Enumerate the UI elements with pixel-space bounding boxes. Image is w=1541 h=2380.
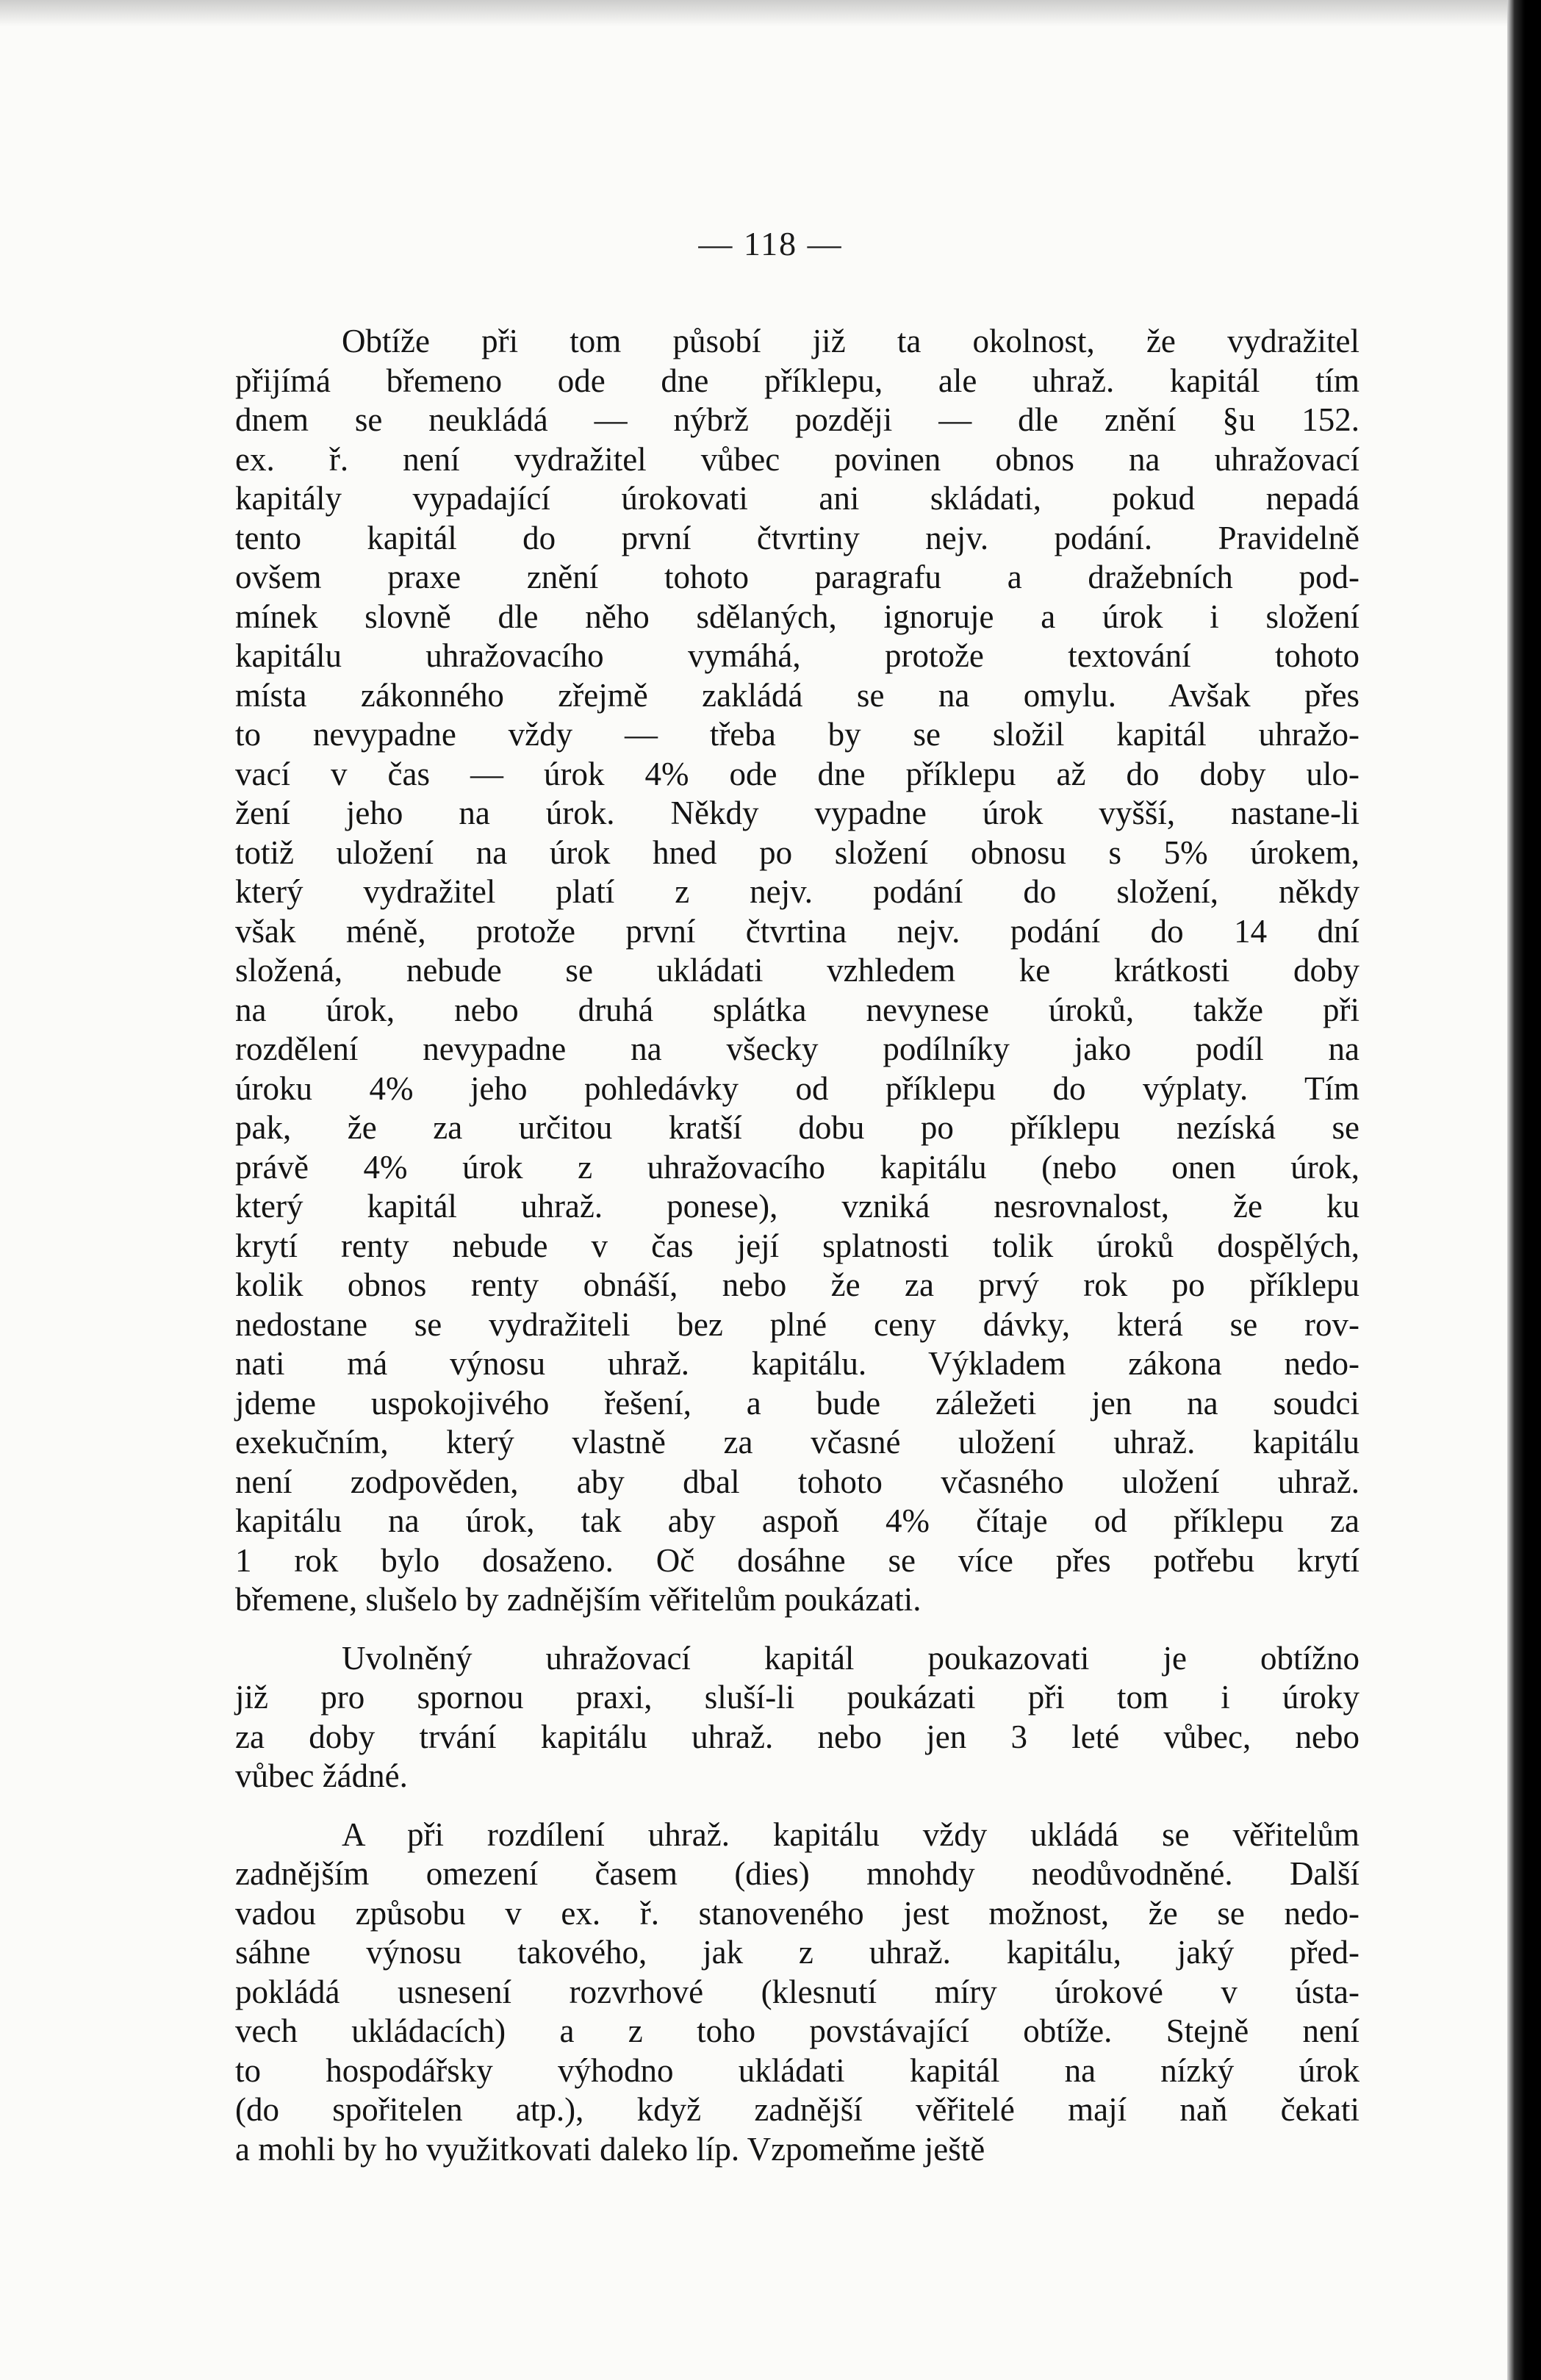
text-line: pak, že za určitou kratší dobu po příklepu nezíská se bbox=[235, 1109, 1359, 1146]
text-line: nati má výnosu uhraž. kapitálu. Výkladem zákona nedo- bbox=[235, 1345, 1359, 1382]
text-line: ovšem praxe znění tohoto paragrafu a dražebních pod- bbox=[235, 559, 1359, 595]
text-line: přijímá břemeno ode dne příklepu, ale uhraž. kapitál tím bbox=[235, 362, 1359, 399]
paragraph-1 bbox=[235, 322, 1359, 1620]
text-line: již pro spornou praxi, sluší-li poukázati při tom i úroky bbox=[235, 1679, 1359, 1716]
text-line: kapitálu uhražovacího vymáhá, protože textování tohoto bbox=[235, 637, 1359, 674]
text-line: to nevypadne vždy — třeba by se složil kapitál uhražo- bbox=[235, 716, 1359, 753]
text-line: (do spořitelen atp.), když zadnější věřitelé mají naň čekati bbox=[235, 2091, 1359, 2128]
page-number: — 118 — bbox=[698, 225, 843, 262]
text-line: pokládá usnesení rozvrhové (klesnutí míry úrokové v ústa- bbox=[235, 1973, 1359, 2010]
text-line: žení jeho na úrok. Někdy vypadne úrok vyšší, nastane-li bbox=[235, 795, 1359, 831]
text-line: mínek slovně dle něho sdělaných, ignoruje a úrok i složení bbox=[235, 598, 1359, 635]
text-line: A při rozdílení uhraž. kapitálu vždy ukládá se věřitelům bbox=[342, 1816, 1359, 1853]
text-line: exekučním, který vlastně za včasné uložení uhraž. kapitálu bbox=[235, 1424, 1359, 1460]
text-line: kapitály vypadající úrokovati ani skládati, pokud nepadá bbox=[235, 480, 1359, 517]
text-line: není zodpověden, aby dbal tohoto včasného uložení uhraž. bbox=[235, 1463, 1359, 1500]
text-line: kolik obnos renty obnáší, nebo že za prvý rok po příklepu bbox=[235, 1266, 1359, 1303]
text-line: 1 rok bylo dosaženo. Oč dosáhne se více přes potřebu krytí bbox=[235, 1541, 1359, 1579]
text-line: vadou způsobu v ex. ř. stanoveného jest možnost, že se nedo- bbox=[235, 1894, 1359, 1932]
text-line: Obtíže při tom působí již ta okolnost, že vydražitel bbox=[342, 323, 1359, 359]
text-line: za doby trvání kapitálu uhraž. nebo jen 3 leté vůbec, nebo bbox=[235, 1718, 1359, 1755]
text-line: úroku 4% jeho pohledávky od příklepu do výplaty. Tím bbox=[235, 1069, 1359, 1107]
text-line: a mohli by ho využitkovati daleko líp. Vzpomeňme ještě bbox=[235, 2130, 985, 2168]
text-line: složená, nebude se ukládati vzhledem ke krátkosti doby bbox=[235, 952, 1359, 989]
body-text bbox=[235, 322, 1359, 2169]
text-line: břemene, slušelo by zadnějším věřitelům poukázati. bbox=[235, 1581, 922, 1618]
text-line: krytí renty nebude v čas její splatnosti tolik úroků dospělých, bbox=[235, 1227, 1359, 1264]
text-line: zadnějším omezení časem (dies) mnohdy neodůvodněné. Další bbox=[235, 1855, 1359, 1892]
text-line: který vydražitel platí z nejv. podání do složení, někdy bbox=[235, 873, 1359, 910]
text-line: nedostane se vydražiteli bez plné ceny dávky, která se rov- bbox=[235, 1305, 1359, 1343]
book-spine-edge bbox=[1507, 0, 1541, 2380]
text-line: rozdělení nevypadne na všecky podílníky jako podíl na bbox=[235, 1031, 1359, 1067]
text-line: ex. ř. není vydražitel vůbec povinen obnos na uhražovací bbox=[235, 440, 1359, 478]
text-line: Uvolněný uhražovací kapitál poukazovati je obtížno bbox=[342, 1639, 1359, 1677]
text-line: právě 4% úrok z uhražovacího kapitálu (nebo onen úrok, bbox=[235, 1148, 1359, 1186]
paragraph-2 bbox=[235, 1639, 1359, 1796]
page-top-shadow bbox=[0, 0, 1514, 26]
text-line: vech ukládacích) a z toho povstávající obtíže. Stejně není bbox=[235, 2012, 1359, 2049]
text-line: tento kapitál do první čtvrtiny nejv. podání. Pravidelně bbox=[235, 519, 1359, 556]
text-line: dnem se neukládá — nýbrž později — dle znění §u 152. bbox=[235, 401, 1359, 438]
text-line: totiž uložení na úrok hned po složení obnosu s 5% úrokem, bbox=[235, 834, 1359, 871]
text-line: vůbec žádné. bbox=[235, 1757, 408, 1794]
text-line: místa zákonného zřejmě zakládá se na omylu. Avšak přes bbox=[235, 676, 1359, 714]
text-line: který kapitál uhraž. ponese), vzniká nesrovnalost, že ku bbox=[235, 1188, 1359, 1225]
text-line: sáhne výnosu takového, jak z uhraž. kapitálu, jaký před- bbox=[235, 1934, 1359, 1971]
paragraph-3 bbox=[235, 1816, 1359, 2170]
text-line: vací v čas — úrok 4% ode dne příklepu až do doby ulo- bbox=[235, 755, 1359, 792]
text-line: to hospodářsky výhodno ukládati kapitál na nízký úrok bbox=[235, 2051, 1359, 2089]
text-line: jdeme uspokojivého řešení, a bude záležeti jen na soudci bbox=[235, 1384, 1359, 1422]
text-line: kapitálu na úrok, tak aby aspoň 4% čítaje od příklepu za bbox=[235, 1502, 1359, 1539]
text-line: na úrok, nebo druhá splátka nevynese úroků, takže při bbox=[235, 991, 1359, 1028]
text-line: však méně, protože první čtvrtina nejv. podání do 14 dní bbox=[235, 912, 1359, 950]
